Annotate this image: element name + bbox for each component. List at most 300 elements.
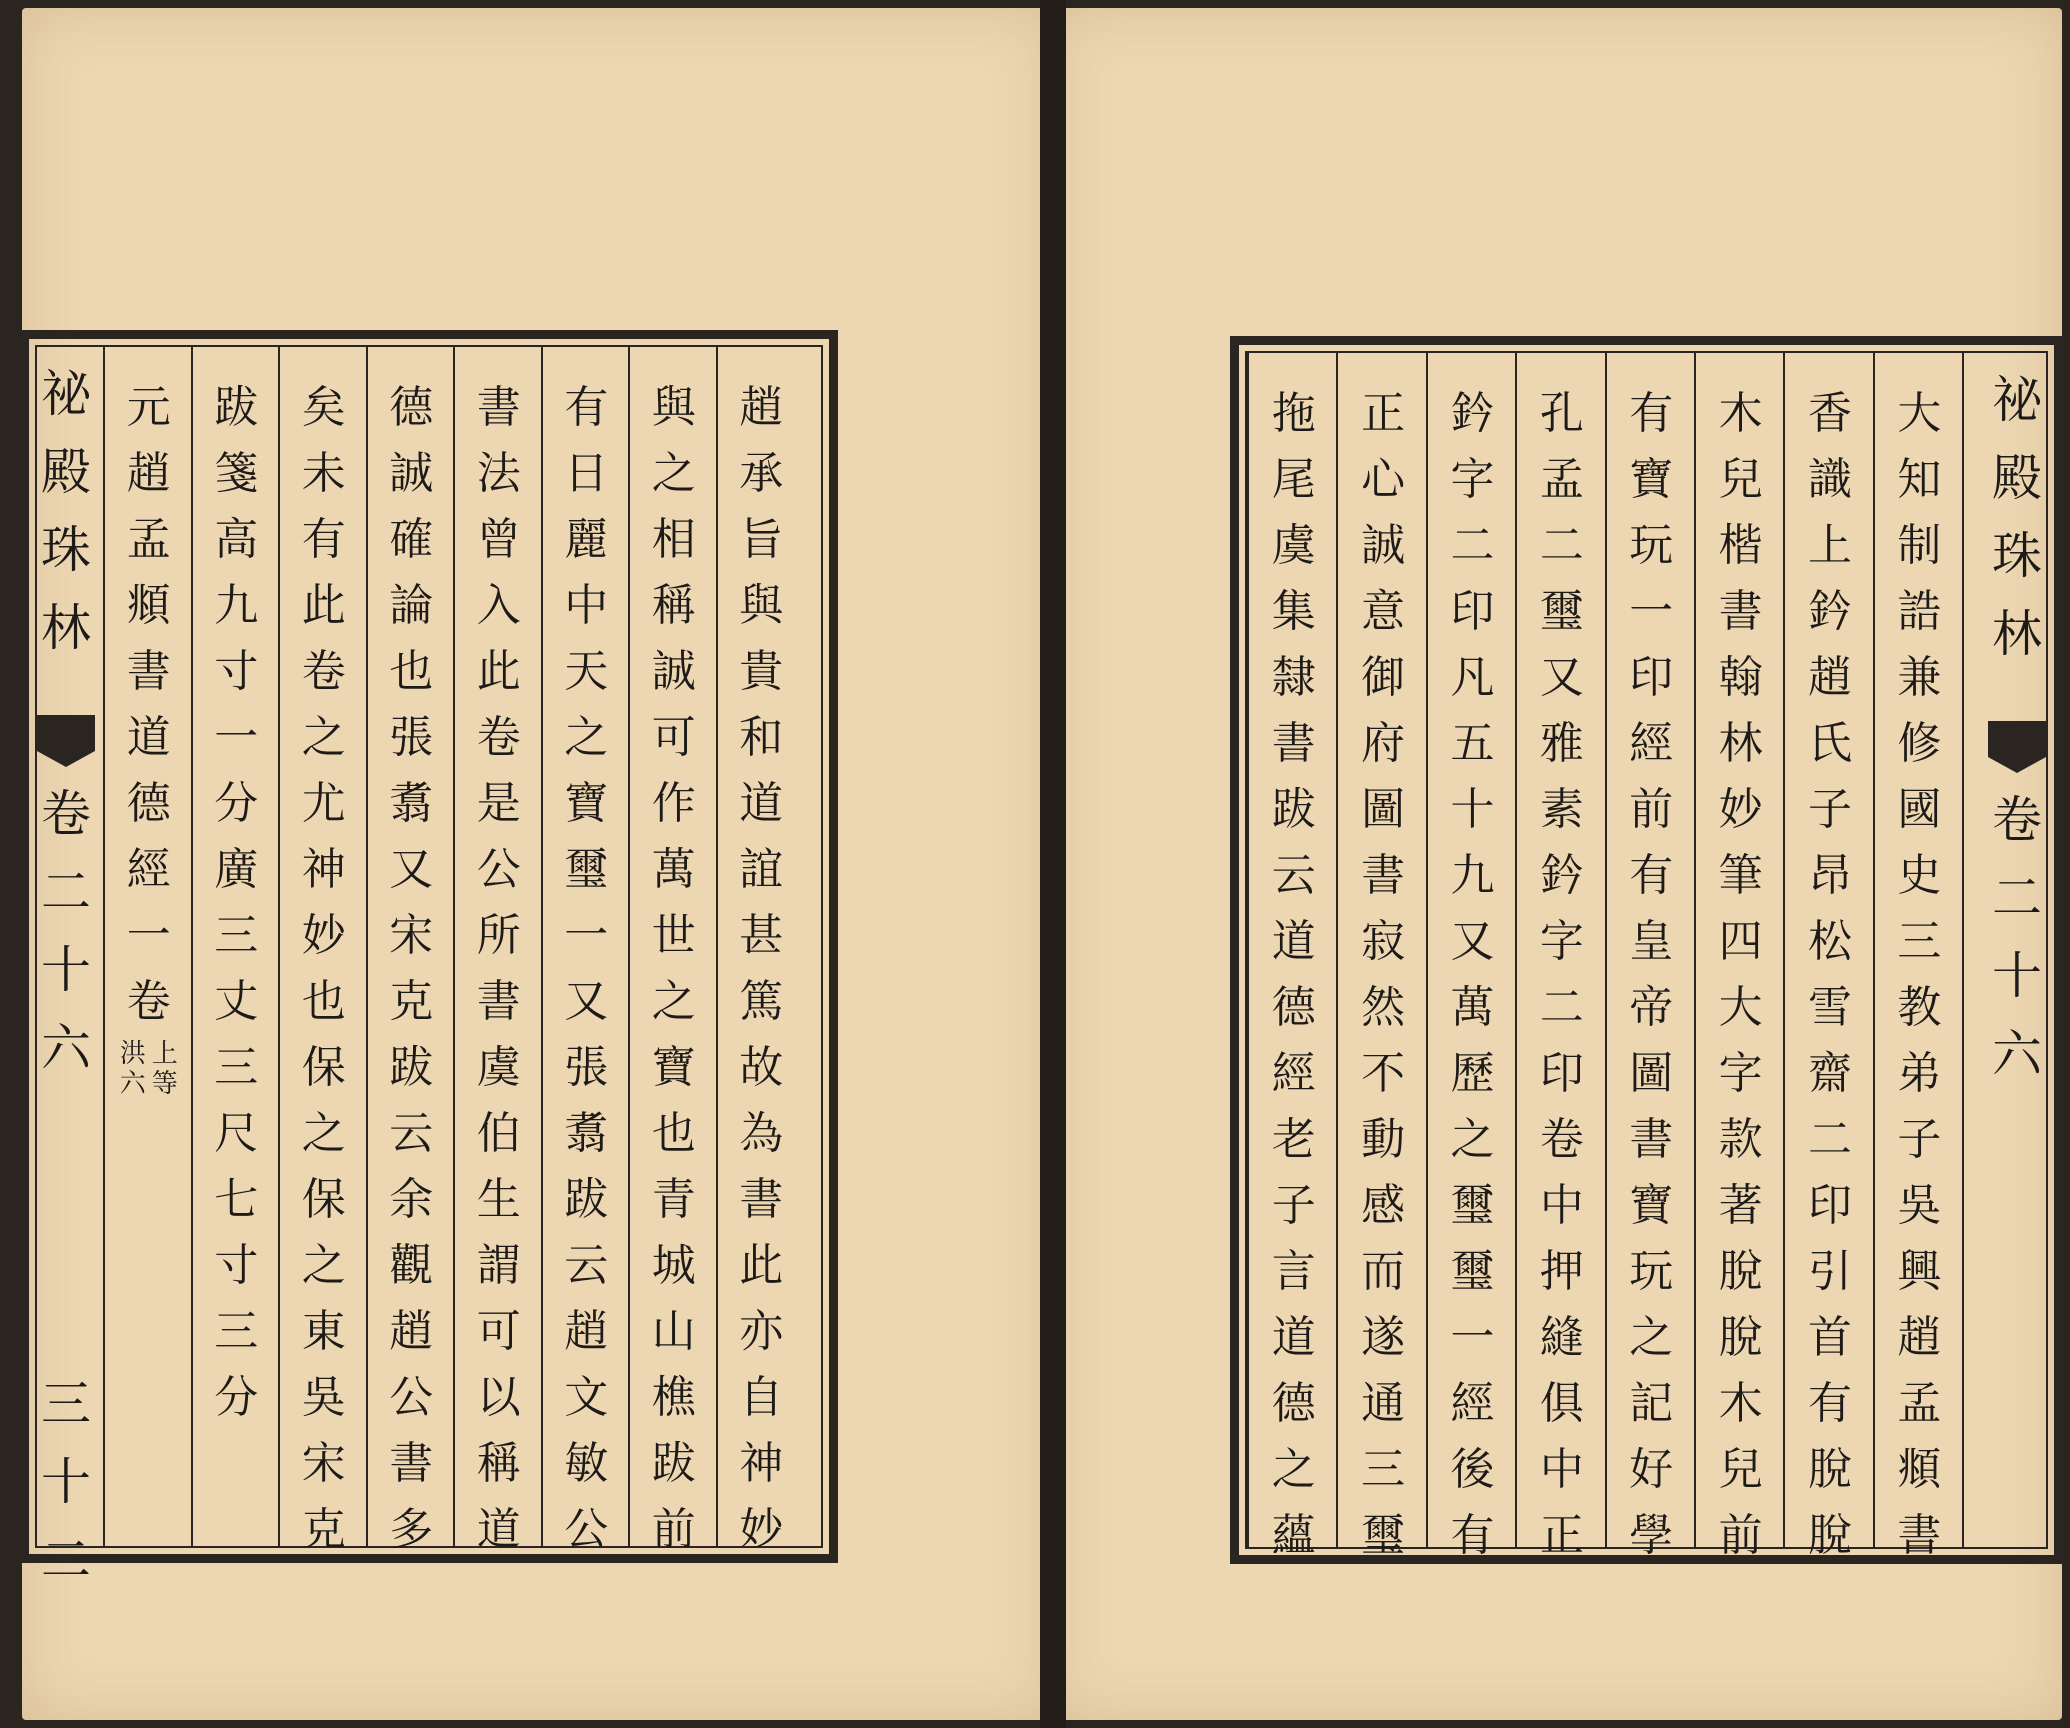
glyph: 曾 bbox=[476, 514, 521, 565]
glyph: 書 bbox=[1271, 718, 1316, 769]
glyph: 萬 bbox=[1450, 982, 1495, 1033]
glyph: 璽 bbox=[1361, 1510, 1406, 1561]
glyph: 孟 bbox=[126, 514, 171, 565]
glyph: 字 bbox=[1718, 1048, 1763, 1099]
right-text-column bbox=[1515, 351, 1606, 1561]
glyph: 大 bbox=[1897, 388, 1942, 439]
glyph: 印 bbox=[1539, 1048, 1584, 1099]
glyph: 言 bbox=[1271, 1246, 1316, 1297]
glyph: 木 bbox=[1718, 388, 1763, 439]
left-margin-strip bbox=[37, 345, 95, 1589]
glyph: 也 bbox=[389, 646, 434, 697]
glyph: 神 bbox=[739, 1438, 784, 1489]
glyph: 趙 bbox=[389, 1306, 434, 1357]
glyph: 動 bbox=[1361, 1114, 1406, 1165]
glyph: 保 bbox=[301, 1174, 346, 1225]
right-column-text bbox=[1875, 381, 1964, 1569]
glyph: 也 bbox=[651, 1108, 696, 1159]
glyph: 跋 bbox=[564, 1174, 609, 1225]
glyph: 自 bbox=[739, 1372, 784, 1423]
glyph: 云 bbox=[1271, 850, 1316, 901]
glyph: 記 bbox=[1629, 1378, 1674, 1429]
glyph: 翰 bbox=[1718, 652, 1763, 703]
left-text-column bbox=[453, 345, 543, 1555]
glyph: 帝 bbox=[1629, 982, 1674, 1033]
glyph: 卷 bbox=[126, 976, 171, 1027]
glyph: 箋 bbox=[214, 448, 259, 499]
right-text-column bbox=[1605, 351, 1696, 1561]
right-text-column bbox=[1336, 351, 1427, 1561]
glyph: 十 bbox=[1992, 947, 2042, 1005]
glyph: 縫 bbox=[1539, 1312, 1584, 1363]
left-column-text bbox=[455, 375, 543, 1563]
glyph: 青 bbox=[651, 1174, 696, 1225]
glyph: 孟 bbox=[1539, 454, 1584, 505]
glyph: 書 bbox=[1897, 1510, 1942, 1561]
glyph: 字 bbox=[1539, 916, 1584, 967]
glyph: 可 bbox=[651, 712, 696, 763]
glyph: 林 bbox=[1992, 605, 2042, 663]
glyph: 有 bbox=[1629, 850, 1674, 901]
glyph: 城 bbox=[651, 1240, 696, 1291]
glyph: 意 bbox=[1361, 586, 1406, 637]
glyph: 多 bbox=[389, 1504, 434, 1555]
glyph: 德 bbox=[1271, 1378, 1316, 1429]
glyph: 承 bbox=[739, 448, 784, 499]
glyph: 伯 bbox=[476, 1108, 521, 1159]
glyph: 五 bbox=[1450, 718, 1495, 769]
glyph: 又 bbox=[564, 976, 609, 1027]
glyph: 矣 bbox=[301, 382, 346, 433]
glyph: 書 bbox=[389, 1438, 434, 1489]
right-margin-title bbox=[1992, 361, 2042, 673]
glyph: 廣 bbox=[214, 844, 259, 895]
glyph: 寸 bbox=[214, 646, 259, 697]
glyph: 珠 bbox=[1992, 527, 2042, 585]
glyph: 云 bbox=[389, 1108, 434, 1159]
glyph: 日 bbox=[564, 448, 609, 499]
book-gutter bbox=[1040, 0, 1066, 1728]
glyph: 張 bbox=[389, 712, 434, 763]
glyph: 誠 bbox=[1361, 520, 1406, 571]
glyph: 二 bbox=[1807, 1114, 1852, 1165]
glyph: 國 bbox=[1897, 784, 1942, 835]
glyph: 尤 bbox=[301, 778, 346, 829]
glyph: 正 bbox=[1361, 388, 1406, 439]
glyph: 璽 bbox=[1450, 1246, 1495, 1297]
glyph: 後 bbox=[1450, 1444, 1495, 1495]
glyph: 有 bbox=[1450, 1510, 1495, 1561]
glyph: 祕 bbox=[41, 365, 91, 423]
glyph: 張 bbox=[564, 1042, 609, 1093]
left-text-column bbox=[541, 345, 631, 1555]
glyph: 書 bbox=[739, 1174, 784, 1225]
glyph: 翥 bbox=[389, 778, 434, 829]
glyph: 公 bbox=[389, 1372, 434, 1423]
glyph: 子 bbox=[1807, 784, 1852, 835]
glyph: 未 bbox=[301, 448, 346, 499]
glyph: 觀 bbox=[389, 1240, 434, 1291]
glyph: 尺 bbox=[214, 1108, 259, 1159]
glyph: 林 bbox=[41, 599, 91, 657]
glyph: 三 bbox=[41, 1375, 91, 1433]
glyph: 甚 bbox=[739, 910, 784, 961]
right-margin-volume bbox=[1992, 781, 2042, 1093]
glyph: 通 bbox=[1361, 1378, 1406, 1429]
glyph: 經 bbox=[126, 844, 171, 895]
right-column-rule bbox=[1962, 351, 1964, 1549]
glyph: 寂 bbox=[1361, 916, 1406, 967]
glyph: 生 bbox=[476, 1174, 521, 1225]
glyph: 寶 bbox=[1629, 454, 1674, 505]
glyph: 趙 bbox=[126, 448, 171, 499]
glyph: 道 bbox=[1271, 1312, 1316, 1363]
glyph: 謂 bbox=[476, 1240, 521, 1291]
glyph: 書 bbox=[476, 976, 521, 1027]
glyph: 虞 bbox=[1271, 520, 1316, 571]
glyph: 不 bbox=[1361, 1048, 1406, 1099]
glyph: 四 bbox=[1718, 916, 1763, 967]
glyph: 吳 bbox=[301, 1372, 346, 1423]
glyph: 楷 bbox=[1718, 520, 1763, 571]
glyph: 前 bbox=[1718, 1510, 1763, 1561]
glyph: 高 bbox=[214, 514, 259, 565]
glyph: 寶 bbox=[651, 1042, 696, 1093]
glyph: 寶 bbox=[1629, 1180, 1674, 1231]
glyph: 孟 bbox=[1897, 1378, 1942, 1429]
glyph: 齋 bbox=[1807, 1048, 1852, 1099]
glyph: 二 bbox=[1450, 520, 1495, 571]
glyph: 之 bbox=[651, 448, 696, 499]
glyph: 璽 bbox=[1539, 586, 1584, 637]
glyph: 孔 bbox=[1539, 388, 1584, 439]
glyph: 感 bbox=[1361, 1180, 1406, 1231]
grade-note bbox=[120, 1039, 178, 1099]
glyph: 文 bbox=[564, 1372, 609, 1423]
glyph: 三 bbox=[214, 1306, 259, 1357]
glyph: 學 bbox=[1629, 1510, 1674, 1561]
right-text-column bbox=[1783, 351, 1874, 1561]
glyph: 脫 bbox=[1807, 1444, 1852, 1495]
glyph: 脫 bbox=[1718, 1246, 1763, 1297]
glyph: 卷 bbox=[1992, 791, 2042, 849]
glyph: 分 bbox=[214, 1372, 259, 1423]
glyph: 一 bbox=[1450, 1312, 1495, 1363]
glyph: 趙 bbox=[1807, 652, 1852, 703]
glyph: 跋 bbox=[1271, 784, 1316, 835]
glyph: 亦 bbox=[739, 1306, 784, 1357]
glyph: 史 bbox=[1897, 850, 1942, 901]
glyph: 引 bbox=[1807, 1246, 1852, 1297]
glyph: 六 bbox=[41, 1019, 91, 1077]
glyph: 貴 bbox=[739, 646, 784, 697]
glyph: 之 bbox=[301, 1240, 346, 1291]
glyph: 篤 bbox=[739, 976, 784, 1027]
left-text-column bbox=[278, 345, 368, 1555]
glyph: 以 bbox=[476, 1372, 521, 1423]
glyph: 書 bbox=[476, 382, 521, 433]
glyph: 卷 bbox=[41, 785, 91, 843]
glyph: 脫 bbox=[1807, 1510, 1852, 1561]
left-text-column bbox=[191, 345, 281, 1548]
glyph: 中 bbox=[564, 580, 609, 631]
left-column-text bbox=[630, 375, 718, 1563]
right-text-frame bbox=[1230, 336, 2063, 1564]
glyph: 書 bbox=[1361, 850, 1406, 901]
glyph: 有 bbox=[564, 382, 609, 433]
glyph: 老 bbox=[1271, 1114, 1316, 1165]
glyph: 上 bbox=[1807, 520, 1852, 571]
glyph: 修 bbox=[1897, 718, 1942, 769]
glyph: 萬 bbox=[651, 844, 696, 895]
glyph: 玩 bbox=[1629, 1246, 1674, 1297]
right-column-text bbox=[1428, 381, 1517, 1569]
glyph: 吳 bbox=[1897, 1180, 1942, 1231]
glyph: 公 bbox=[564, 1504, 609, 1555]
glyph: 又 bbox=[1450, 916, 1495, 967]
glyph: 跋 bbox=[214, 382, 259, 433]
glyph: 興 bbox=[1897, 1246, 1942, 1297]
glyph: 道 bbox=[476, 1504, 521, 1555]
glyph: 三 bbox=[1361, 1444, 1406, 1495]
glyph: 尾 bbox=[1271, 454, 1316, 505]
glyph: 相 bbox=[651, 514, 696, 565]
glyph: 首 bbox=[1807, 1312, 1852, 1363]
glyph: 二 bbox=[1992, 869, 2042, 927]
glyph: 東 bbox=[301, 1306, 346, 1357]
glyph: 經 bbox=[1629, 718, 1674, 769]
right-column-text bbox=[1338, 381, 1427, 1569]
glyph: 誥 bbox=[1897, 586, 1942, 637]
right-column-text bbox=[1696, 381, 1785, 1569]
glyph: 而 bbox=[1361, 1246, 1406, 1297]
glyph: 三 bbox=[214, 910, 259, 961]
glyph: 誼 bbox=[739, 844, 784, 895]
glyph: 誠 bbox=[389, 448, 434, 499]
glyph: 三 bbox=[1897, 916, 1942, 967]
glyph: 麗 bbox=[564, 514, 609, 565]
glyph: 稱 bbox=[476, 1438, 521, 1489]
right-column-text bbox=[1517, 381, 1606, 1569]
glyph: 論 bbox=[389, 580, 434, 631]
glyph: 氏 bbox=[1807, 718, 1852, 769]
glyph: 又 bbox=[1539, 652, 1584, 703]
glyph: 教 bbox=[1897, 982, 1942, 1033]
glyph: 與 bbox=[651, 382, 696, 433]
glyph: 洪 bbox=[119, 1039, 146, 1069]
glyph: 云 bbox=[564, 1240, 609, 1291]
glyph: 香 bbox=[1807, 388, 1852, 439]
glyph: 之 bbox=[301, 712, 346, 763]
glyph: 十 bbox=[1450, 784, 1495, 835]
glyph: 寸 bbox=[214, 1240, 259, 1291]
glyph: 之 bbox=[1450, 1114, 1495, 1165]
glyph: 俱 bbox=[1539, 1378, 1584, 1429]
glyph: 道 bbox=[1271, 916, 1316, 967]
glyph: 元 bbox=[126, 382, 171, 433]
glyph: 一 bbox=[1629, 586, 1674, 637]
glyph: 法 bbox=[476, 448, 521, 499]
glyph: 二 bbox=[41, 1531, 91, 1589]
glyph: 又 bbox=[389, 844, 434, 895]
glyph: 祕 bbox=[1992, 371, 2042, 429]
glyph: 素 bbox=[1539, 784, 1584, 835]
glyph: 制 bbox=[1897, 520, 1942, 571]
glyph: 好 bbox=[1629, 1444, 1674, 1495]
glyph: 宋 bbox=[389, 910, 434, 961]
glyph: 前 bbox=[1629, 784, 1674, 835]
right-text-column bbox=[1694, 351, 1785, 1561]
glyph: 璽 bbox=[1450, 1180, 1495, 1231]
glyph: 兼 bbox=[1897, 652, 1942, 703]
glyph: 頫 bbox=[126, 580, 171, 631]
glyph: 之 bbox=[564, 712, 609, 763]
grade-note-line2 bbox=[120, 1039, 146, 1099]
glyph: 歷 bbox=[1450, 1048, 1495, 1099]
left-margin-volume bbox=[41, 775, 91, 1087]
glyph: 是 bbox=[476, 778, 521, 829]
glyph: 九 bbox=[214, 580, 259, 631]
glyph: 神 bbox=[301, 844, 346, 895]
glyph: 德 bbox=[126, 778, 171, 829]
left-column-text bbox=[193, 375, 281, 1431]
glyph: 宋 bbox=[301, 1438, 346, 1489]
glyph: 之 bbox=[1629, 1312, 1674, 1363]
glyph: 克 bbox=[301, 1504, 346, 1555]
glyph: 心 bbox=[1361, 454, 1406, 505]
left-text-frame bbox=[20, 330, 838, 1589]
glyph: 等 bbox=[151, 1069, 178, 1099]
glyph: 和 bbox=[739, 712, 784, 763]
glyph: 殿 bbox=[1992, 449, 2042, 507]
glyph: 字 bbox=[1450, 454, 1495, 505]
glyph: 大 bbox=[1718, 982, 1763, 1033]
glyph: 筆 bbox=[1718, 850, 1763, 901]
glyph: 隸 bbox=[1271, 652, 1316, 703]
glyph: 世 bbox=[651, 910, 696, 961]
glyph: 之 bbox=[1271, 1444, 1316, 1495]
right-column-text bbox=[1249, 381, 1338, 1569]
glyph: 正 bbox=[1539, 1510, 1584, 1561]
glyph: 天 bbox=[564, 646, 609, 697]
glyph: 妙 bbox=[301, 910, 346, 961]
glyph: 然 bbox=[1361, 982, 1406, 1033]
glyph: 敏 bbox=[564, 1438, 609, 1489]
glyph: 蘊 bbox=[1271, 1510, 1316, 1561]
glyph: 頫 bbox=[1897, 1444, 1942, 1495]
glyph: 趙 bbox=[1897, 1312, 1942, 1363]
glyph: 遂 bbox=[1361, 1312, 1406, 1363]
glyph: 兒 bbox=[1718, 454, 1763, 505]
glyph: 集 bbox=[1271, 586, 1316, 637]
left-column-text bbox=[280, 375, 368, 1563]
glyph: 二 bbox=[1539, 982, 1584, 1033]
left-column-text bbox=[543, 375, 631, 1563]
glyph: 兒 bbox=[1718, 1444, 1763, 1495]
glyph: 御 bbox=[1361, 652, 1406, 703]
left-text-column bbox=[628, 345, 718, 1555]
glyph: 六 bbox=[119, 1069, 146, 1099]
glyph: 一 bbox=[126, 910, 171, 961]
glyph: 與 bbox=[739, 580, 784, 631]
glyph: 卷 bbox=[476, 712, 521, 763]
glyph: 子 bbox=[1271, 1180, 1316, 1231]
glyph: 趙 bbox=[739, 382, 784, 433]
glyph: 丈 bbox=[214, 976, 259, 1027]
glyph: 之 bbox=[301, 1108, 346, 1159]
glyph: 也 bbox=[301, 976, 346, 1027]
glyph: 書 bbox=[126, 646, 171, 697]
right-fish-tail-mark bbox=[1988, 721, 2046, 757]
left-column-rule bbox=[103, 345, 105, 1548]
glyph: 跋 bbox=[651, 1438, 696, 1489]
glyph: 分 bbox=[214, 778, 259, 829]
glyph: 書 bbox=[1629, 1114, 1674, 1165]
glyph: 虞 bbox=[476, 1042, 521, 1093]
glyph: 拖 bbox=[1271, 388, 1316, 439]
glyph: 中 bbox=[1539, 1444, 1584, 1495]
glyph: 保 bbox=[301, 1042, 346, 1093]
glyph: 子 bbox=[1897, 1114, 1942, 1165]
glyph: 經 bbox=[1450, 1378, 1495, 1429]
glyph: 十 bbox=[41, 1453, 91, 1511]
glyph: 道 bbox=[739, 778, 784, 829]
glyph: 二 bbox=[1539, 520, 1584, 571]
right-text-column bbox=[1426, 351, 1517, 1561]
glyph: 璽 bbox=[564, 844, 609, 895]
left-column-text bbox=[368, 375, 456, 1563]
glyph: 皇 bbox=[1629, 916, 1674, 967]
glyph: 山 bbox=[651, 1306, 696, 1357]
glyph: 前 bbox=[651, 1504, 696, 1555]
glyph: 印 bbox=[1629, 652, 1674, 703]
glyph: 道 bbox=[126, 712, 171, 763]
glyph: 府 bbox=[1361, 718, 1406, 769]
glyph: 寶 bbox=[564, 778, 609, 829]
glyph: 樵 bbox=[651, 1372, 696, 1423]
glyph: 卷 bbox=[301, 646, 346, 697]
glyph: 誠 bbox=[651, 646, 696, 697]
glyph: 有 bbox=[1807, 1378, 1852, 1429]
left-column-text bbox=[105, 375, 193, 1099]
glyph: 六 bbox=[1992, 1025, 2042, 1083]
glyph: 七 bbox=[214, 1174, 259, 1225]
glyph: 十 bbox=[41, 941, 91, 999]
glyph: 書 bbox=[1718, 586, 1763, 637]
glyph: 木 bbox=[1718, 1378, 1763, 1429]
glyph: 公 bbox=[476, 844, 521, 895]
glyph: 上 bbox=[151, 1039, 178, 1069]
glyph: 可 bbox=[476, 1306, 521, 1357]
right-margin-strip bbox=[1988, 351, 2046, 1549]
glyph: 中 bbox=[1539, 1180, 1584, 1231]
glyph: 九 bbox=[1450, 850, 1495, 901]
right-column-text bbox=[1607, 381, 1696, 1569]
glyph: 圖 bbox=[1629, 1048, 1674, 1099]
left-margin-title bbox=[41, 355, 91, 667]
left-text-column bbox=[366, 345, 456, 1555]
right-column-text bbox=[1785, 381, 1874, 1569]
glyph: 稱 bbox=[651, 580, 696, 631]
glyph: 旨 bbox=[739, 514, 784, 565]
glyph: 松 bbox=[1807, 916, 1852, 967]
glyph: 余 bbox=[389, 1174, 434, 1225]
glyph: 識 bbox=[1807, 454, 1852, 505]
glyph: 二 bbox=[41, 863, 91, 921]
glyph: 雅 bbox=[1539, 718, 1584, 769]
glyph: 鈐 bbox=[1539, 850, 1584, 901]
glyph: 珠 bbox=[41, 521, 91, 579]
